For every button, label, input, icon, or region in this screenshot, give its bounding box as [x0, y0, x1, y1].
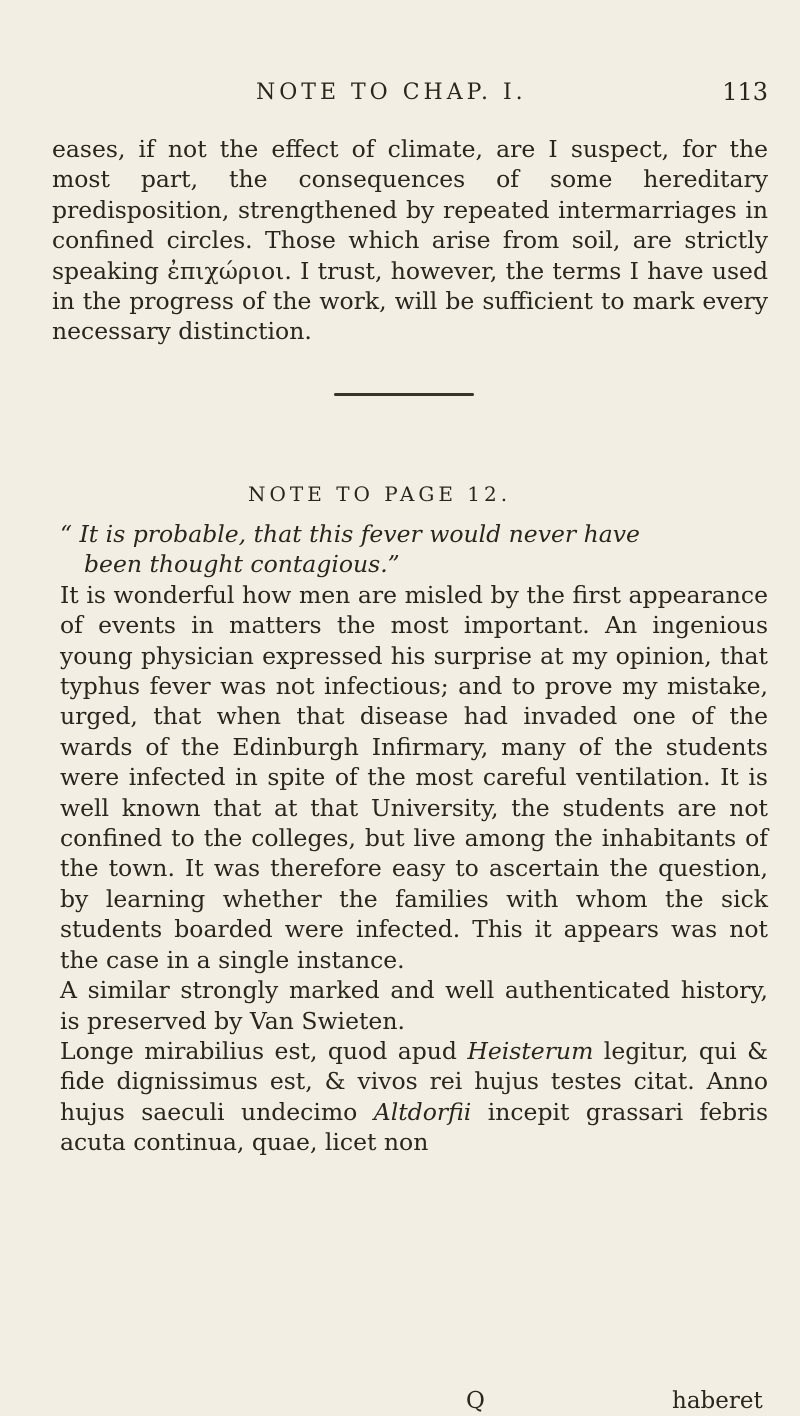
continuation-text — [52, 134, 768, 347]
latin-text-3: incepit grassari febris acuta continua, quae, licet non — [60, 1097, 768, 1157]
catchword: haberet — [672, 1388, 763, 1414]
paragraph-latin — [60, 1036, 768, 1158]
section-divider-rule — [334, 393, 474, 396]
latin-text-2: legitur, qui & fide dignissimus est, & vivos rei hujus testes citat. Anno hujus saeculi undecimo — [60, 1036, 768, 1126]
quote-line-1: “ It is probable, that this fever would never have — [60, 520, 640, 548]
note-body — [60, 519, 768, 1158]
latin-italic-altdorfii: Altdorfii — [373, 1097, 472, 1126]
page-footer — [0, 1388, 800, 1412]
quote-line-2: been thought contagious.” — [84, 550, 400, 579]
page-number: 113 — [722, 78, 768, 106]
section-heading: NOTE TO PAGE 12. — [248, 482, 512, 506]
signature-mark: Q — [466, 1388, 485, 1414]
running-head-title: NOTE TO CHAP. I. — [256, 80, 527, 105]
paragraph-typhus: It is wonderful how men are misled by the first appearance of events in matters the most important. An ingenious young physician expressed his surprise at my opinion, that typhus fever was not infectious; and to prove my mistake, urged, that when that disease had invaded one of the wards of the Edinburgh Infirmary, many of the students were infected in spite of the most careful ventilation. It is well known that at that University, the students are not confined to the colleges, but live among the inhabitants of the town. It was therefore easy to ascertain the question, by learning whether the families with whom the sick students boarded were infected. This it appears was not the case in a single instance. — [60, 580, 768, 974]
paragraph-van-swieten: A similar strongly marked and well authenticated history, is preserved by Van Swieten. — [60, 976, 768, 1035]
continuation-paragraph: eases, if not the effect of climate, are I suspect, for the most part, the consequences of some hereditary predisposition, strengthened by repeated intermarriages in confined circles. Those which arise from soil, are strictly speaking ἐπιχώριοι. I trust, however, the terms I have used in the progress of the work, will be sufficient to mark every necessary distinction. — [52, 135, 768, 346]
latin-italic-heisterum: Heisterum — [467, 1036, 594, 1065]
latin-text-1: Longe mirabilius est, quod apud — [60, 1036, 468, 1065]
running-head — [48, 74, 768, 114]
quoted-passage — [60, 519, 768, 580]
